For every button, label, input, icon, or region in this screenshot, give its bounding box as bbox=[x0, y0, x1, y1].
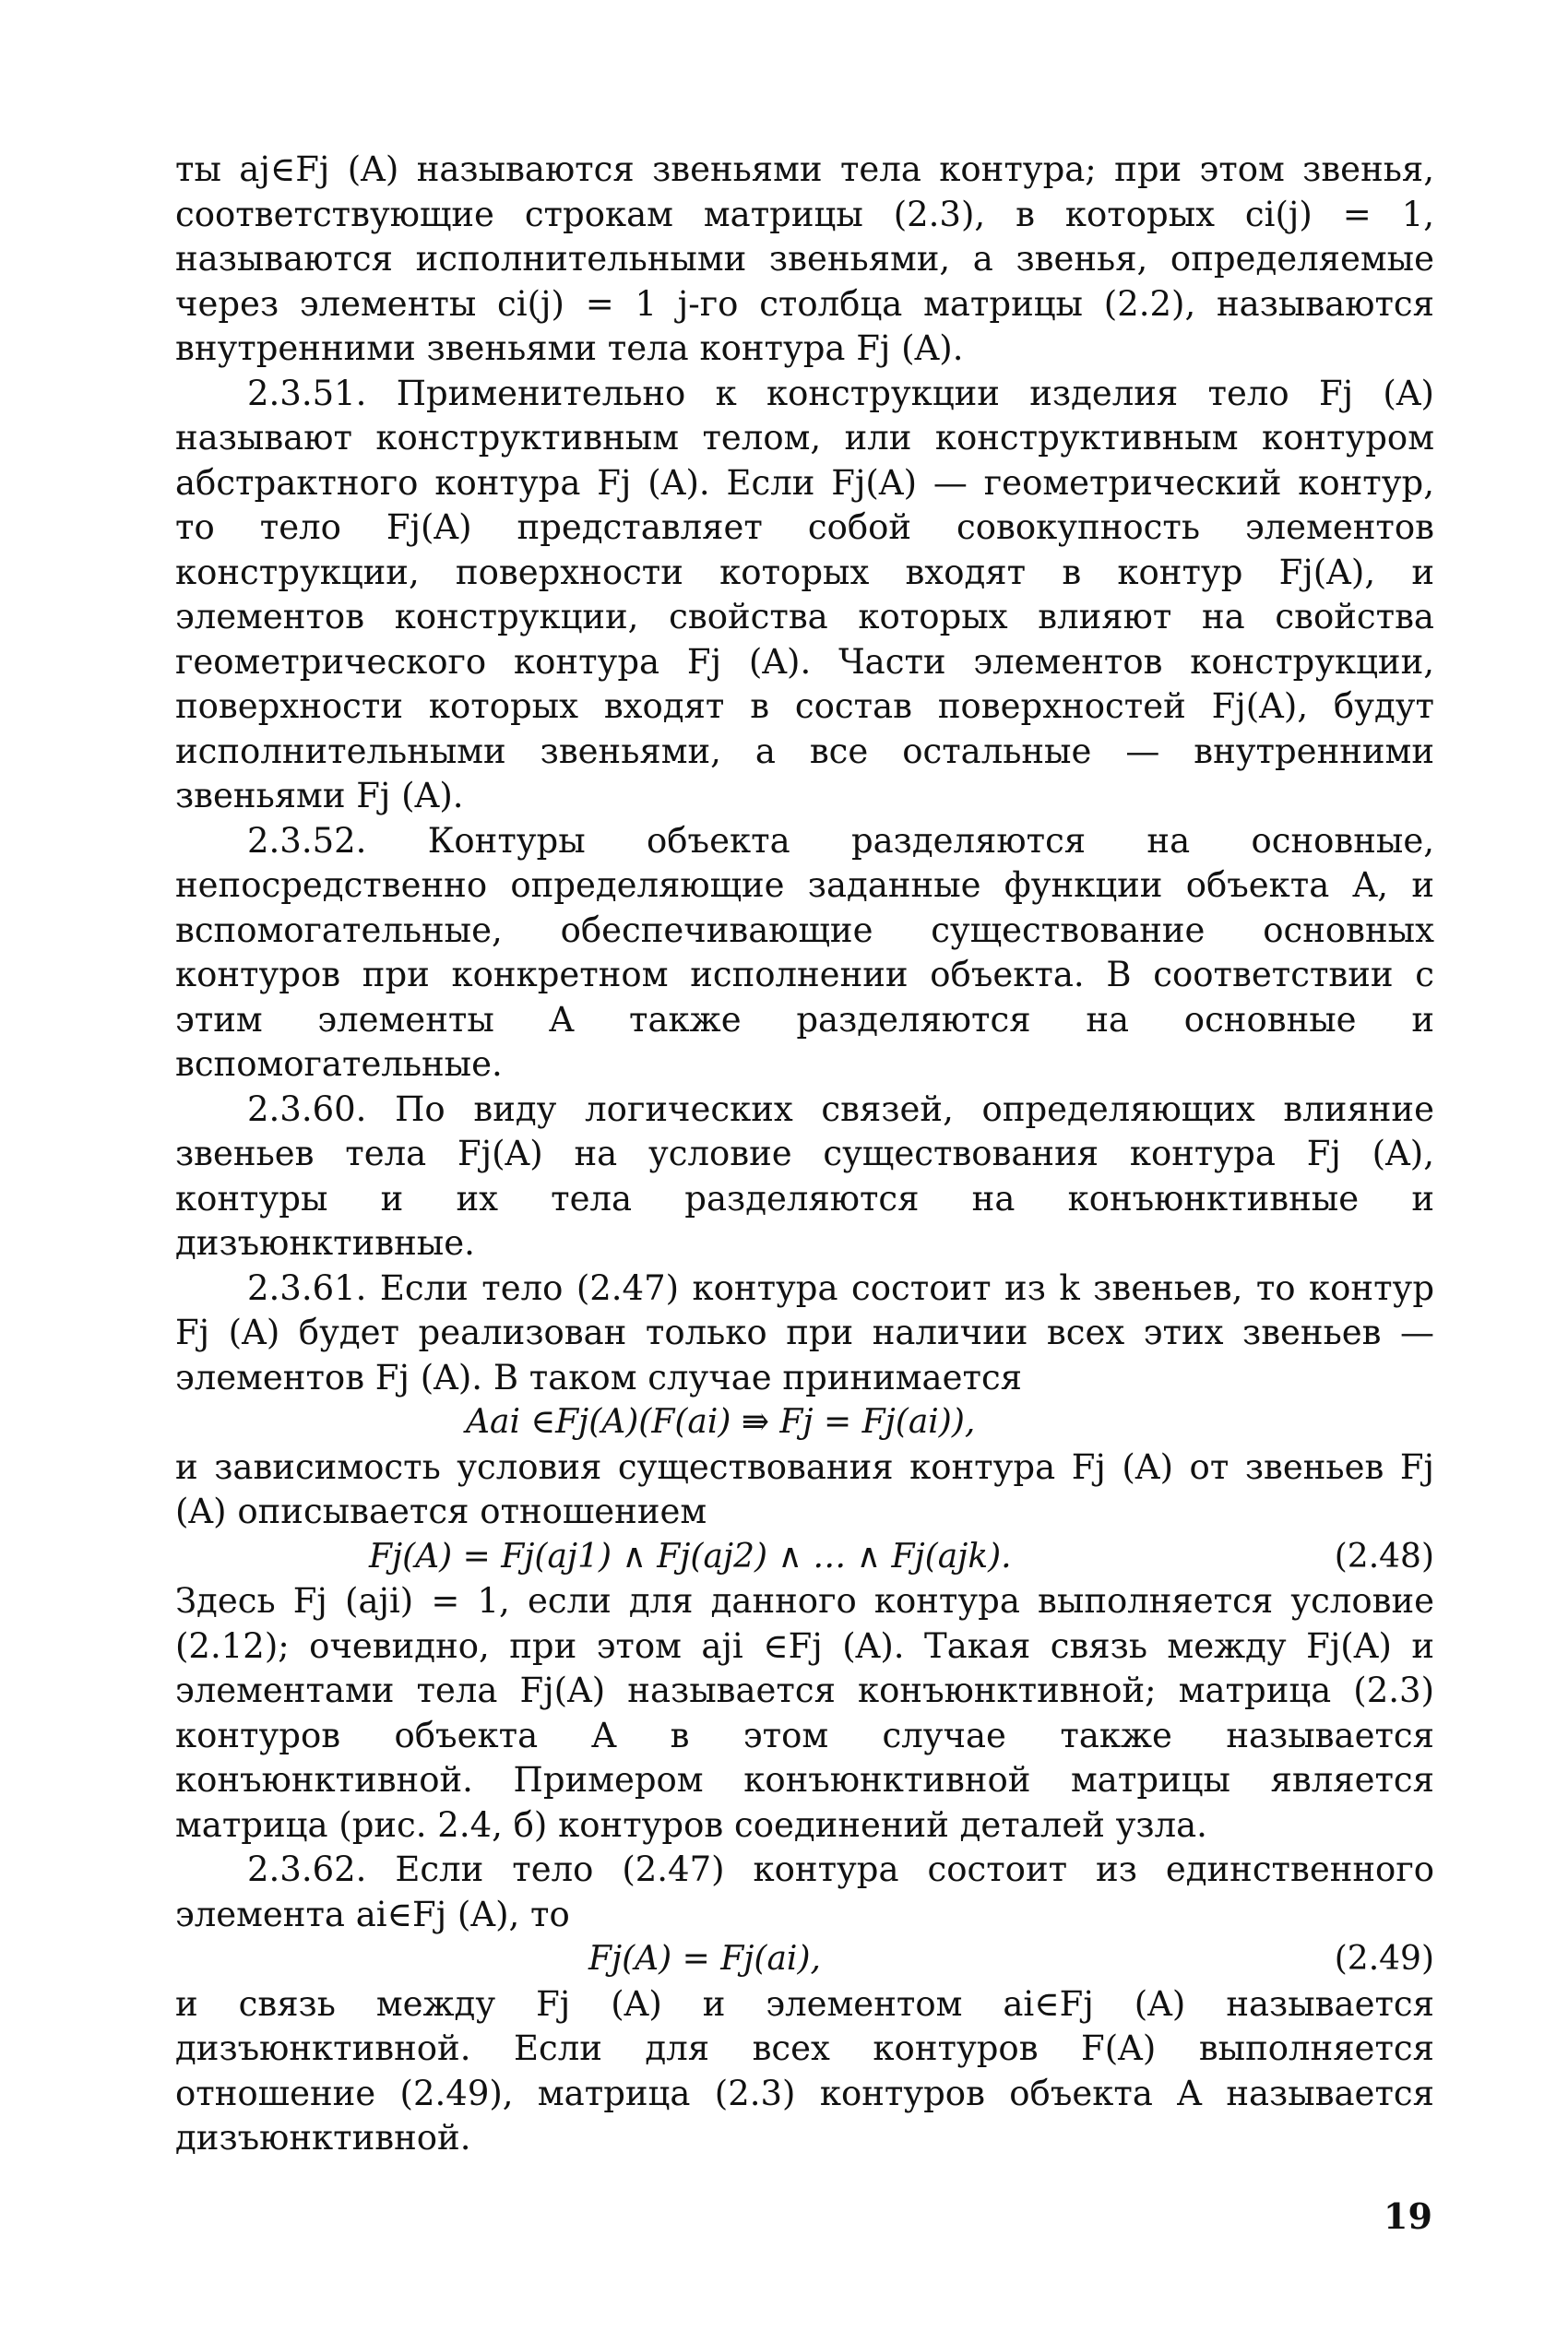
formula-2-48-expr: Fj(A) = Fj(aj1) ∧ Fj(aj2) ∧ … ∧ Fj(ajk). bbox=[369, 1537, 1012, 1576]
paragraph-2-3-52: 2.3.52. Контуры объекта разделяются на основные, непосредственно определяющие заданные функции объекта A, и вспомогательные, обеспечивающие существование основных контуров при конкретном исполнении объекта. В соответствии с этим элементы A также разделяются на основные и вспомогательные. bbox=[175, 820, 1434, 1084]
paragraph-continuation: ты aj∈Fj (A) называются звеньями тела контура; при этом звенья, соответствующие строкам матрицы (2.3), в которых ci(j) = 1, называются исполнительными звеньями, а звенья, определяемые через элементы ci(j) = 1 j-го столбца матрицы (2.2), называются внутренними звеньями тела контура Fj (A). bbox=[175, 149, 1434, 368]
formula-2-48-number: (2.48) bbox=[1334, 1537, 1434, 1576]
paragraph-2-3-62: 2.3.62. Если тело (2.47) контура состоит из единственного элемента ai∈Fj (A), то bbox=[175, 1849, 1434, 1934]
paragraph-disjunctive: и связь между Fj (A) и элементом ai∈Fj (A) называется дизъюнктивной. Если для всех контуров F(A) выполняется отношение (2.49), матрица (2.3) контуров объекта A называется дизъюнктивной. bbox=[175, 1983, 1434, 2158]
paragraph-dependency: и зависимость условия существования контура Fj (A) от звеньев Fj (A) описывается отношением bbox=[175, 1446, 1434, 1531]
formula-2-48 bbox=[175, 1535, 1434, 1580]
page-body bbox=[175, 148, 1434, 2161]
formula-2-49 bbox=[175, 1937, 1434, 1982]
paragraph-conjunctive: Здесь Fj (aji) = 1, если для данного контура выполняется условие (2.12); очевидно, при этом aji ∈Fj (A). Такая связь между Fj(A) и элементами тела Fj(A) называется конъюнктивной; матрица (2.3) контуров объекта A в этом случае также называется конъюнктивной. Примером конъюнктивной матрицы является матрица (рис. 2.4, б) контуров соединений деталей узла. bbox=[175, 1581, 1434, 1845]
formula-2-49-expr: Fj(A) = Fj(ai), bbox=[588, 1940, 821, 1978]
paragraph-2-3-61: 2.3.61. Если тело (2.47) контура состоит из k звеньев, то контур Fj (A) будет реализован только при наличии всех этих звеньев — элементов Fj (A). В таком случае принимается bbox=[175, 1267, 1434, 1397]
paragraph-2-3-51: 2.3.51. Применительно к конструкции изделия тело Fj (A) называют конструктивным телом, или конструктивным контуром абстрактного контура Fj (A). Если Fj(A) — геометрический контур, то тело Fj(A) представляет собой совокупность элементов конструкции, поверхности которых входят в контур Fj(A), и элементов конструкции, свойства которых влияют на свойства геометрического контура Fj (A). Части элементов конструкции, поверхности которых входят в состав поверхностей Fj(A), будут исполнительными звеньями, а все остальные — внутренними звеньями Fj (A). bbox=[175, 373, 1434, 815]
page-number: 19 bbox=[1384, 2195, 1432, 2237]
formula-quantifier-expr: Aai ∈Fj(A)(F(ai) ⇛ Fj = Fj(ai)), bbox=[466, 1403, 976, 1441]
paragraph-2-3-60: 2.3.60. По виду логических связей, определяющих влияние звеньев тела Fj(A) на условие существования контура Fj (A), контуры и их тела разделяются на конъюнктивные и дизъюнктивные. bbox=[175, 1088, 1434, 1263]
formula-2-49-number: (2.49) bbox=[1334, 1940, 1434, 1978]
formula-quantifier bbox=[175, 1400, 1434, 1445]
